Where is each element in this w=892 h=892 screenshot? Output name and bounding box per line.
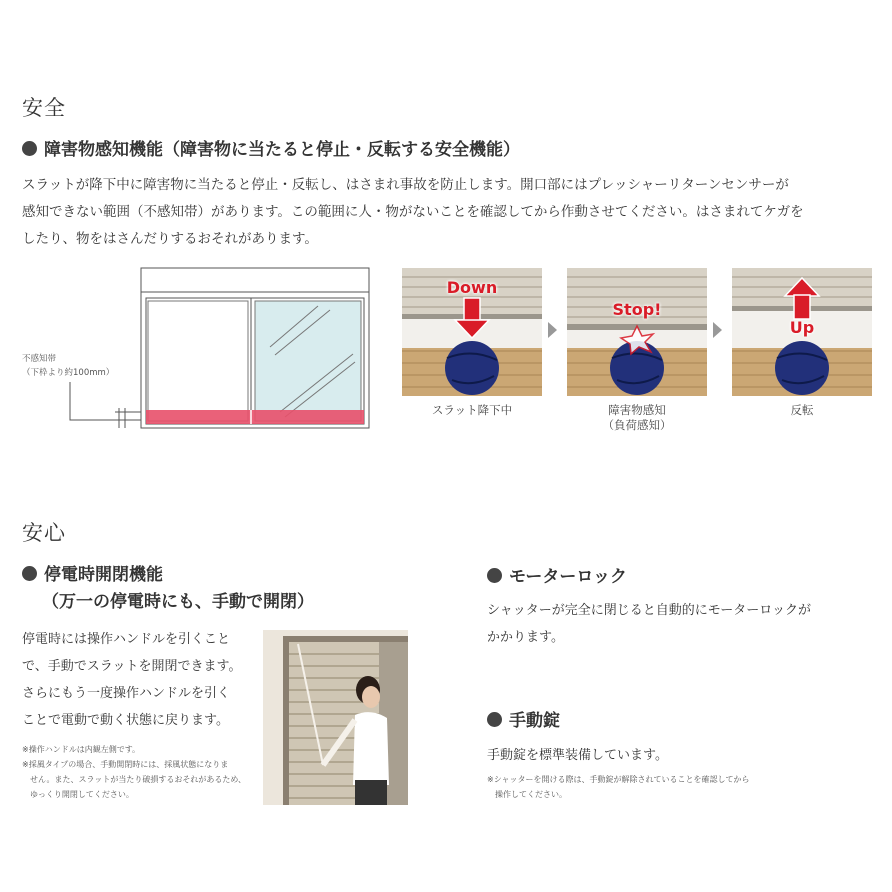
safety-description-line: 感知できない範囲（不感知帯）があります。この範囲に人・物がないことを確認してから作動させてください。はさまれてケガを <box>22 204 804 220</box>
window-diagram <box>15 262 375 437</box>
step-panel-stop <box>567 268 707 396</box>
up-badge: Up <box>789 318 815 337</box>
step-panel-down <box>402 268 542 396</box>
bullet-icon <box>487 712 502 727</box>
non-detection-zone-label: 不感知帯 （下枠より約100mm） <box>22 354 115 378</box>
obstacle-detection-title-text: 障害物感知機能（障害物に当たると停止・反転する安全機能） <box>44 140 520 160</box>
manual-lock-notes: ※シャッターを開ける際は、手動錠が解除されていることを確認してから 操作してください。 <box>487 775 750 799</box>
manual-lock-title: 手動錠 <box>487 706 560 731</box>
safety-description-line: スラットが降下中に障害物に当たると停止・反転し、はさまれ事故を防止します。開口部にはプレッシャーリターンセンサーが <box>22 177 789 193</box>
security-heading: 安心 <box>22 521 66 545</box>
stop-badge: Stop! <box>612 300 662 319</box>
safety-description <box>22 172 882 253</box>
down-badge: Down <box>446 278 498 297</box>
power-outage-body: 停電時には操作ハンドルを引くこと で、手動でスラットを開閉できます。 さらにもう一度操作ハンドルを引く ことで電動で動く状態に戻ります。 <box>22 632 242 728</box>
non-detection-zone <box>146 410 364 424</box>
motor-lock-body: シャッターが完全に閉じると自動的にモーターロックが かかります。 <box>487 603 811 645</box>
step-caption: 反転 <box>790 403 814 417</box>
motor-lock-title: モーターロック <box>487 562 627 587</box>
step-caption: スラット降下中 <box>431 403 513 417</box>
obstacle-detection-title <box>22 135 520 160</box>
manual-lock-body: 手動錠を標準装備しています。 <box>487 748 668 763</box>
power-outage-title: 停電時開閉機能 （万一の停電時にも、手動で開閉） <box>22 562 314 616</box>
manual-operation-photo <box>263 630 408 805</box>
step-panel-up <box>732 268 872 396</box>
bullet-icon <box>487 568 502 583</box>
chevron-right-icon <box>548 322 557 338</box>
bullet-icon <box>22 566 37 581</box>
safety-description-line: したり、物をはさんだりするおそれがあります。 <box>22 231 318 247</box>
chevron-right-icon <box>713 322 722 338</box>
step-caption: 障害物感知 （負荷感知） <box>602 403 672 432</box>
power-outage-notes: ※操作ハンドルは内観左側です。 ※採風タイプの場合、手動開閉時には、採風状態になりま せん。また、スラットが当たり破損するおそれがあるため、 ゆっくり開閉してください。 <box>22 745 246 799</box>
safety-heading: 安全 <box>22 96 66 120</box>
bullet-icon <box>22 141 37 156</box>
